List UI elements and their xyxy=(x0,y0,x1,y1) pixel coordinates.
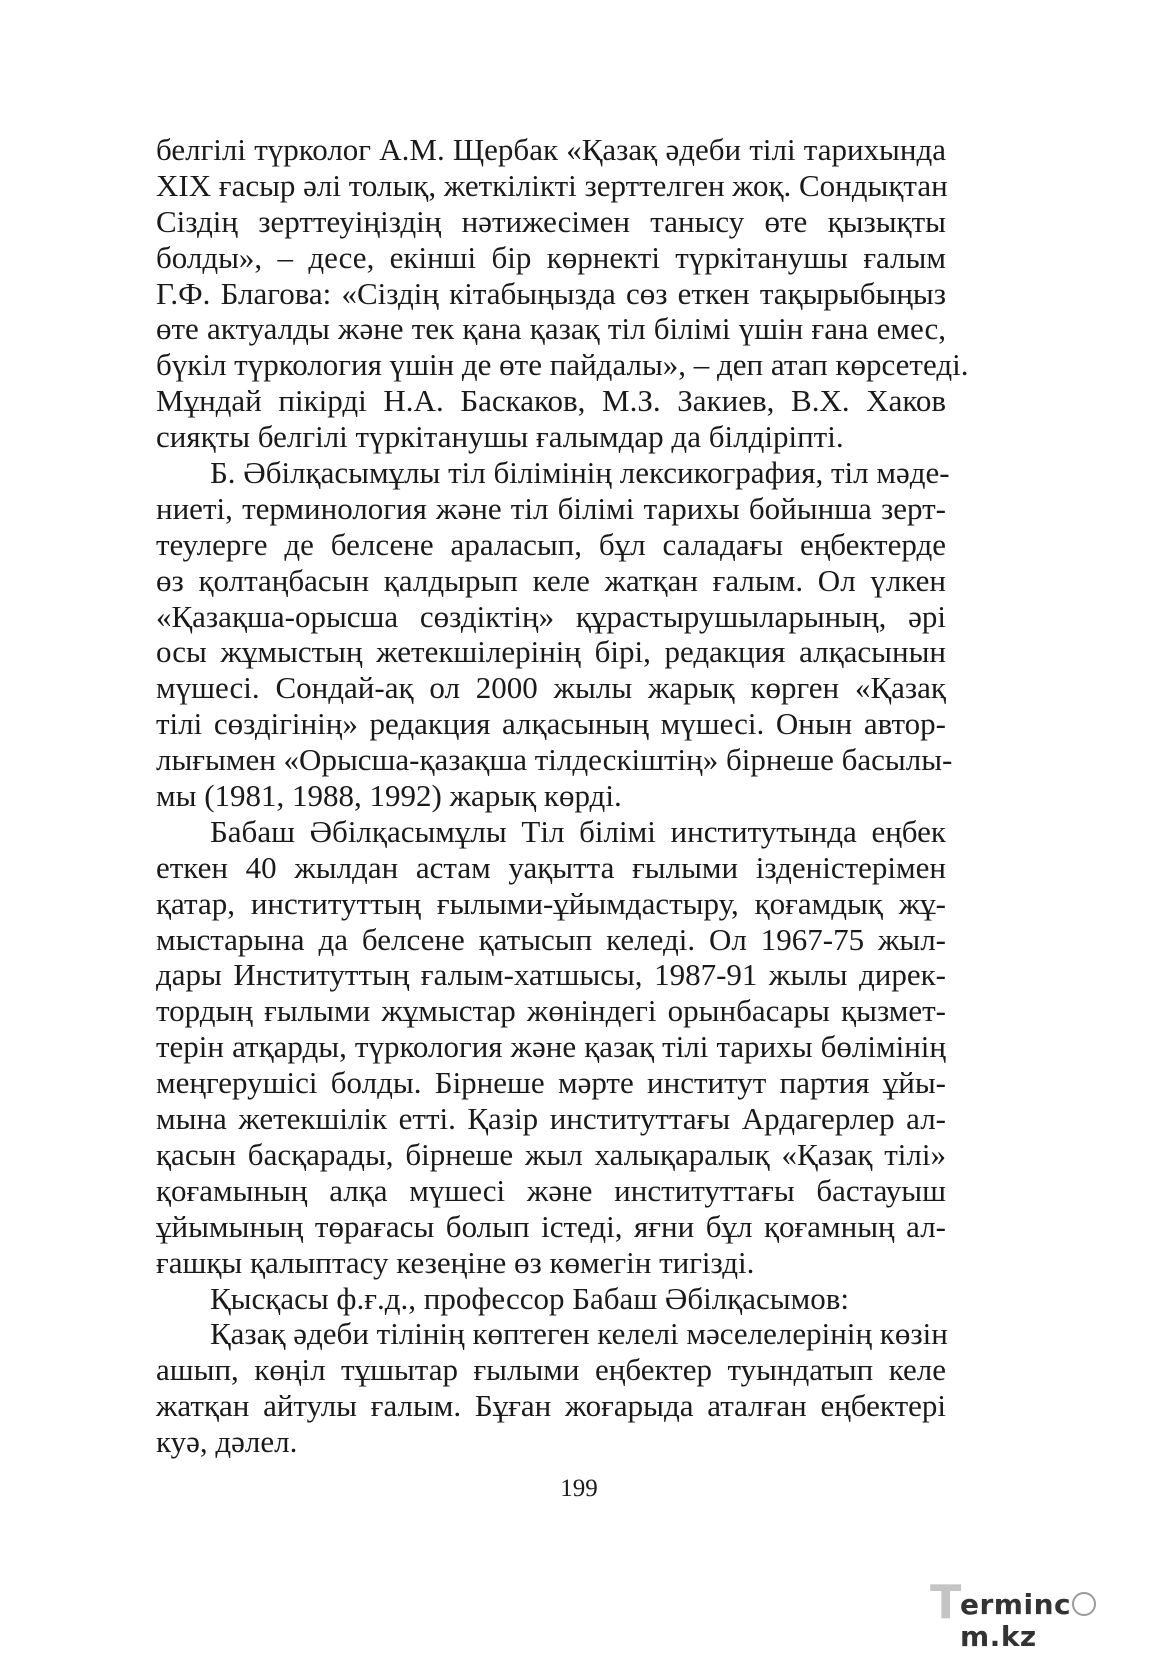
text-line: өте актуалды және тек қана қазақ тіл білімі үшін ғана емес, xyxy=(156,311,946,347)
text-line: «Қазақша-орысша сөздіктің» құрастырушыларының, әрі xyxy=(156,598,946,634)
text-line: мыстарына да белсене қатысып келеді. Ол 1967-75 жыл- xyxy=(156,921,946,957)
text-line: белгілі түрколог А.М. Щербак «Қазақ әдеби тілі тарихында xyxy=(156,132,946,167)
text-line: ұйымының төрағасы болып істеді, яғни бұл қоғамның ал- xyxy=(156,1208,946,1244)
text-line: Қазақ әдеби тілінің көптеген келелі мәселелерінің көзін xyxy=(210,1316,948,1352)
watermark-text xyxy=(960,1589,1140,1653)
text-line: XIX ғасыр әлі толық, жеткілікті зерттелген жоқ. Сондықтан xyxy=(156,167,948,203)
text-line: теулерге де белсене араласып, бұл саладағы еңбектерде xyxy=(156,526,946,562)
text-line: қасын басқарады, бірнеше жыл халықаралық «Қазақ тілі» xyxy=(156,1136,946,1172)
text-line: сияқты белгілі түркітанушы ғалымдар да білдіріпті. xyxy=(156,419,844,455)
text-line: терін атқарды, түркология және қазақ тілі тарихы бөлімінің xyxy=(156,1029,946,1065)
watermark-text-part-2: m.kz xyxy=(960,1620,1037,1653)
watermark-first-letter: T xyxy=(930,1575,962,1629)
text-line: ғашқы қалыптасу кезеңіне өз көмегін тигізді. xyxy=(156,1244,755,1280)
text-line: Мұндай пікірді Н.А. Баскаков, М.З. Закиев, В.Х. Хаков xyxy=(156,383,946,419)
text-line: бүкіл түркология үшін де өте пайдалы», – деп атап көрсетеді. xyxy=(156,347,969,383)
text-line: мы (1981, 1988, 1992) жарық көрді. xyxy=(156,778,622,814)
text-line: Б. Әбілқасымұлы тіл білімінің лексикография, тіл мәде- xyxy=(210,455,950,491)
text-line: мына жетекшілік етті. Қазір институттағы Ардагерлер ал- xyxy=(156,1101,946,1137)
text-line: болды», – десе, екінші бір көрнекті түркітанушы ғалым xyxy=(156,239,946,275)
text-line: еткен 40 жылдан астам уақытта ғылыми ізденістерімен xyxy=(156,849,946,885)
text-line: лығымен «Орысша-қазақша тілдескіштің» бірнеше басылы- xyxy=(156,742,953,778)
text-line: Қысқасы ф.ғ.д., профессор Бабаш Әбілқасымов: xyxy=(210,1280,849,1316)
watermark-text-part-1: erminc xyxy=(960,1588,1072,1621)
text-line: қатар, институттың ғылыми-ұйымдастыру, қоғамдық жұ- xyxy=(156,885,946,921)
text-line: өз қолтаңбасын қалдырып келе жатқан ғалым. Ол үлкен xyxy=(156,562,946,598)
text-line: осы жұмыстың жетекшілерінің бірі, редакция алқасынын xyxy=(156,634,946,670)
text-line: ашып, көңіл тұшытар ғылыми еңбектер туындатып келе xyxy=(156,1352,946,1388)
text-line: жатқан айтулы ғалым. Бұған жоғарыда аталған еңбектері xyxy=(156,1388,946,1424)
text-line: Г.Ф. Благова: «Сіздің кітабыңызда сөз еткен тақырыбыңыз xyxy=(156,275,946,311)
page-body-text xyxy=(156,132,969,1460)
termincom-watermark xyxy=(930,1575,1140,1653)
text-line: Бабаш Әбілқасымұлы Тіл білімі институтында еңбек xyxy=(210,813,946,849)
text-line: мүшесі. Сондай-ақ ол 2000 жылы жарық көрген «Қазақ xyxy=(156,670,946,706)
text-line: Сіздің зерттеуіңіздің нәтижесімен танысу өте қызықты xyxy=(156,203,946,239)
page-number: 199 xyxy=(560,1475,598,1502)
text-line: тордың ғылыми жұмыстар жөніндегі орынбасары қызмет- xyxy=(156,993,946,1029)
text-line: дары Институттың ғалым-хатшысы, 1987-91 жылы дирек- xyxy=(156,957,946,993)
text-line: ниеті, терминология және тіл білімі тарихы бойынша зерт- xyxy=(156,490,946,526)
text-line: куә, дәлел. xyxy=(156,1424,298,1460)
text-line: қоғамының алқа мүшесі және институттағы бастауыш xyxy=(156,1172,946,1208)
text-line: меңгерушісі болды. Бірнеше мәрте институт партия ұйы- xyxy=(156,1065,946,1101)
magnifier-o-icon xyxy=(1072,1592,1096,1616)
text-line: тілі сөздігінің» редакция алқасының мүшесі. Онын автор- xyxy=(156,706,946,742)
